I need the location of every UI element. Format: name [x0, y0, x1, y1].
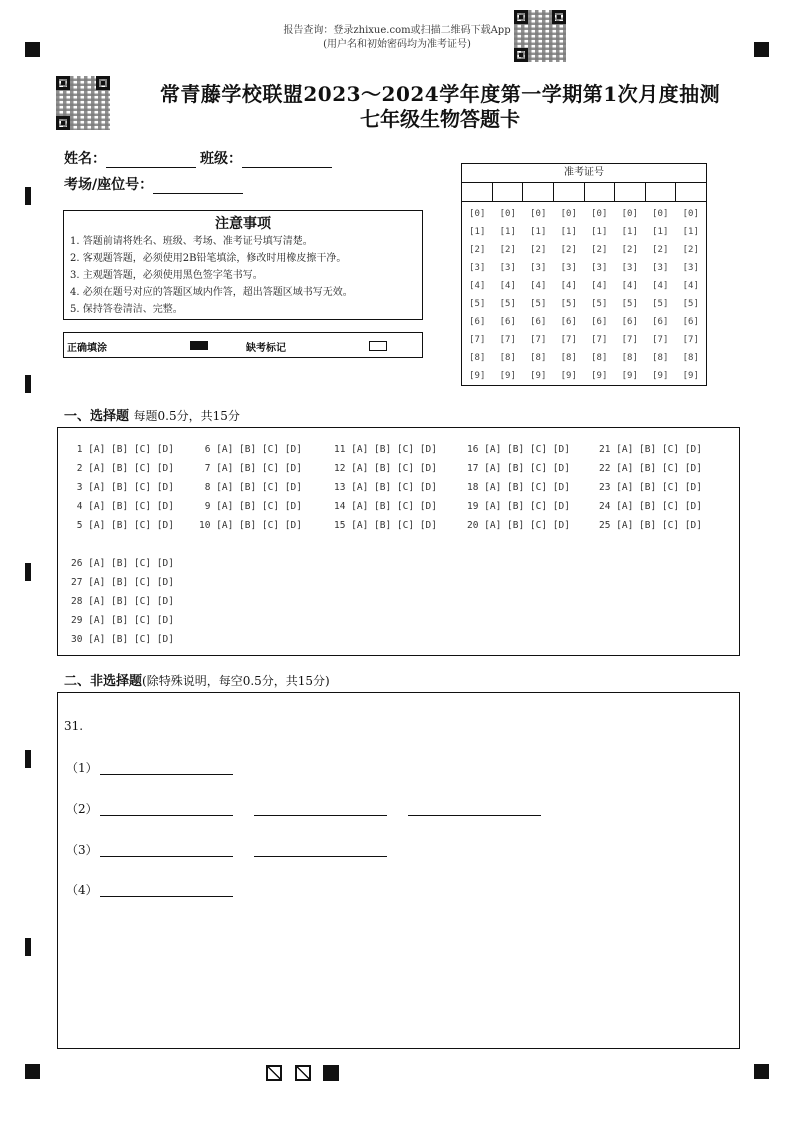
exam-id-write-cell[interactable]	[585, 183, 616, 201]
q31-part-1-label: （1）	[66, 761, 98, 775]
exam-id-bubble[interactable]: [9]	[652, 371, 669, 381]
choice-group	[599, 440, 702, 535]
exam-id-column	[523, 205, 554, 385]
section1-title: 一、选择题	[64, 409, 130, 424]
exam-id-bubble[interactable]: [6]	[591, 317, 608, 327]
choice-row[interactable]: 16 [A] [B] [C] [D]	[467, 444, 570, 455]
exam-id-bubble[interactable]: [6]	[560, 317, 577, 327]
exam-id-bubble[interactable]: [4]	[682, 281, 699, 291]
exam-id-bubble[interactable]: [9]	[682, 371, 699, 381]
exam-id-bubble-columns	[462, 202, 706, 385]
exam-id-bubble[interactable]: [7]	[591, 335, 608, 345]
exam-id-bubble[interactable]: [8]	[469, 353, 486, 363]
page-marker-slash-icon	[295, 1065, 311, 1081]
exam-id-bubble[interactable]: [8]	[591, 353, 608, 363]
page-marker-slash-icon	[266, 1065, 282, 1081]
exam-id-bubble[interactable]: [1]	[499, 227, 516, 237]
exam-id-bubble[interactable]: [9]	[560, 371, 577, 381]
exam-id-column	[584, 205, 615, 385]
class-label: 班级：	[200, 151, 242, 167]
q31-part-3-label: （3）	[66, 843, 98, 857]
exam-id-bubble[interactable]: [4]	[499, 281, 516, 291]
exam-id-bubble[interactable]: [8]	[530, 353, 547, 363]
exam-id-bubble[interactable]: [0]	[621, 209, 638, 219]
choice-row[interactable]: 14 [A] [B] [C] [D]	[334, 501, 437, 512]
corner-mark-bottom-right	[754, 1064, 769, 1079]
choice-row[interactable]: 17 [A] [B] [C] [D]	[467, 463, 570, 474]
section2-title: 二、非选择题	[64, 674, 143, 689]
exam-id-write-row	[462, 183, 706, 202]
exam-id-bubble[interactable]: [0]	[591, 209, 608, 219]
name-label: 姓名：	[64, 151, 106, 167]
choice-answer-area	[57, 427, 740, 656]
exam-id-bubble[interactable]: [7]	[652, 335, 669, 345]
absent-mark-checkbox[interactable]	[369, 341, 387, 351]
exam-id-bubble[interactable]: [4]	[469, 281, 486, 291]
choice-row[interactable]: 24 [A] [B] [C] [D]	[599, 501, 702, 512]
exam-id-bubble[interactable]: [3]	[530, 263, 547, 273]
choice-row[interactable]: 5 [A] [B] [C] [D]	[71, 520, 174, 531]
class-field[interactable]	[200, 148, 332, 168]
choice-row[interactable]: 3 [A] [B] [C] [D]	[71, 482, 174, 493]
notice-item: 4. 必须在题号对应的答题区域内作答，超出答题区域书写无效。	[70, 287, 353, 298]
choice-row[interactable]: 12 [A] [B] [C] [D]	[334, 463, 437, 474]
exam-id-column	[554, 205, 585, 385]
exam-id-bubble[interactable]: [3]	[621, 263, 638, 273]
exam-id-bubble[interactable]: [0]	[652, 209, 669, 219]
exam-id-write-cell[interactable]	[676, 183, 706, 201]
exam-id-label: 准考证号	[462, 164, 706, 183]
exam-id-bubble[interactable]: [1]	[530, 227, 547, 237]
q31-part-3-blank-a[interactable]	[100, 856, 233, 857]
choice-row[interactable]: 29 [A] [B] [C] [D]	[71, 615, 174, 626]
exam-id-bubble[interactable]: [2]	[591, 245, 608, 255]
choice-row[interactable]: 26 [A] [B] [C] [D]	[71, 558, 174, 569]
exam-id-bubble[interactable]: [0]	[499, 209, 516, 219]
exam-id-write-cell[interactable]	[523, 183, 554, 201]
exam-id-bubble[interactable]: [5]	[652, 299, 669, 309]
exam-id-bubble[interactable]: [2]	[530, 245, 547, 255]
exam-id-bubble[interactable]: [4]	[652, 281, 669, 291]
exam-id-bubble[interactable]: [3]	[591, 263, 608, 273]
exam-id-bubble[interactable]: [5]	[560, 299, 577, 309]
exam-id-write-cell[interactable]	[462, 183, 493, 201]
timing-mark	[25, 187, 31, 205]
exam-id-bubble[interactable]: [8]	[652, 353, 669, 363]
exam-id-bubble[interactable]: [5]	[499, 299, 516, 309]
exam-id-bubble[interactable]: [2]	[621, 245, 638, 255]
exam-id-write-cell[interactable]	[554, 183, 585, 201]
choice-row[interactable]: 27 [A] [B] [C] [D]	[71, 577, 174, 588]
exam-id-bubble[interactable]: [8]	[621, 353, 638, 363]
exam-id-bubble[interactable]: [7]	[530, 335, 547, 345]
notice-item: 3. 主观题答题，必须使用黑色签字笔书写。	[70, 270, 263, 281]
exam-id-bubble[interactable]: [2]	[560, 245, 577, 255]
exam-id-bubble[interactable]: [1]	[469, 227, 486, 237]
timing-mark	[25, 750, 31, 768]
exam-id-bubble[interactable]: [0]	[682, 209, 699, 219]
page-title: 常青藤学校联盟2023～2024学年度第一学期第1次月度抽测	[159, 82, 721, 106]
section1-note: 每题0.5分，共15分	[133, 409, 240, 423]
exam-id-bubble[interactable]: [4]	[591, 281, 608, 291]
exam-id-bubble[interactable]: [9]	[530, 371, 547, 381]
exam-id-bubble[interactable]: [6]	[621, 317, 638, 327]
name-field[interactable]	[64, 148, 196, 168]
exam-id-bubble[interactable]: [3]	[469, 263, 486, 273]
exam-id-bubble[interactable]: [3]	[682, 263, 699, 273]
choice-row[interactable]: 10 [A] [B] [C] [D]	[199, 520, 302, 531]
q31-part-2-blank-c[interactable]	[408, 815, 541, 816]
exam-id-bubble[interactable]: [1]	[560, 227, 577, 237]
choice-row[interactable]: 19 [A] [B] [C] [D]	[467, 501, 570, 512]
choice-row[interactable]: 25 [A] [B] [C] [D]	[599, 520, 702, 531]
qr-code-icon	[56, 76, 110, 130]
choice-row[interactable]: 30 [A] [B] [C] [D]	[71, 634, 174, 645]
corner-mark-bottom-left	[25, 1064, 40, 1079]
notice-item: 5. 保持答卷清洁、完整。	[70, 304, 183, 315]
exam-id-bubble[interactable]: [6]	[652, 317, 669, 327]
exam-id-bubble[interactable]: [1]	[621, 227, 638, 237]
page-marker-filled-icon	[323, 1065, 339, 1081]
choice-row[interactable]: 1 [A] [B] [C] [D]	[71, 444, 174, 455]
exam-id-bubble[interactable]: [7]	[499, 335, 516, 345]
choice-row[interactable]: 18 [A] [B] [C] [D]	[467, 482, 570, 493]
exam-id-bubble[interactable]: [9]	[499, 371, 516, 381]
exam-id-bubble[interactable]: [2]	[469, 245, 486, 255]
exam-id-bubble[interactable]: [5]	[591, 299, 608, 309]
q31-part-4-blank[interactable]	[100, 896, 233, 897]
exam-id-bubble[interactable]: [6]	[682, 317, 699, 327]
exam-id-bubble[interactable]: [6]	[499, 317, 516, 327]
exam-id-bubble[interactable]: [0]	[530, 209, 547, 219]
exam-id-grid	[461, 163, 707, 386]
exam-id-bubble[interactable]: [5]	[682, 299, 699, 309]
exam-id-bubble[interactable]: [7]	[560, 335, 577, 345]
exam-id-write-cell[interactable]	[646, 183, 677, 201]
correct-fill-sample	[190, 341, 208, 350]
exam-id-bubble[interactable]: [9]	[469, 371, 486, 381]
qr-code-icon	[514, 10, 566, 62]
timing-mark	[25, 375, 31, 393]
exam-id-bubble[interactable]: [5]	[621, 299, 638, 309]
notice-box	[63, 210, 423, 320]
room-seat-label: 考场/座位号：	[64, 177, 154, 193]
exam-id-column	[615, 205, 646, 385]
exam-id-bubble[interactable]: [5]	[530, 299, 547, 309]
choice-row[interactable]: 13 [A] [B] [C] [D]	[334, 482, 437, 493]
question-31-number: 31.	[64, 719, 84, 733]
exam-id-column	[676, 205, 707, 385]
exam-id-bubble[interactable]: [8]	[682, 353, 699, 363]
q31-part-4-label: （4）	[66, 883, 98, 897]
page-subtitle: 七年级生物答题卡	[360, 107, 520, 131]
exam-id-bubble[interactable]: [4]	[560, 281, 577, 291]
exam-id-column	[645, 205, 676, 385]
exam-id-bubble[interactable]: [2]	[652, 245, 669, 255]
written-answer-area	[57, 692, 740, 1049]
choice-row[interactable]: 20 [A] [B] [C] [D]	[467, 520, 570, 531]
exam-id-bubble[interactable]: [0]	[560, 209, 577, 219]
exam-id-write-cell[interactable]	[615, 183, 646, 201]
choice-row[interactable]: 6 [A] [B] [C] [D]	[199, 444, 302, 455]
exam-id-bubble[interactable]: [1]	[591, 227, 608, 237]
exam-id-bubble[interactable]: [2]	[682, 245, 699, 255]
exam-id-bubble[interactable]: [1]	[682, 227, 699, 237]
timing-mark	[25, 563, 31, 581]
choice-group	[199, 440, 302, 535]
section2-note: (除特殊说明，每空0.5分，共15分)	[142, 674, 330, 688]
choice-row[interactable]: 4 [A] [B] [C] [D]	[71, 501, 174, 512]
choice-row[interactable]: 8 [A] [B] [C] [D]	[199, 482, 302, 493]
choice-row[interactable]: 2 [A] [B] [C] [D]	[71, 463, 174, 474]
choice-row[interactable]: 23 [A] [B] [C] [D]	[599, 482, 702, 493]
exam-id-bubble[interactable]: [9]	[621, 371, 638, 381]
choice-row[interactable]: 28 [A] [B] [C] [D]	[71, 596, 174, 607]
notice-item: 1. 答题前请将姓名、班级、考场、准考证号填写清楚。	[70, 236, 313, 247]
choice-group	[71, 440, 174, 535]
exam-id-bubble[interactable]: [8]	[499, 353, 516, 363]
exam-id-column	[493, 205, 524, 385]
room-seat-field[interactable]	[64, 174, 243, 194]
q31-part-2-blank-b[interactable]	[254, 815, 387, 816]
exam-id-bubble[interactable]: [3]	[499, 263, 516, 273]
absent-mark-label: 缺考标记	[246, 343, 286, 354]
exam-id-bubble[interactable]: [2]	[499, 245, 516, 255]
exam-id-bubble[interactable]: [5]	[469, 299, 486, 309]
exam-id-bubble[interactable]: [1]	[652, 227, 669, 237]
q31-part-3-blank-b[interactable]	[254, 856, 387, 857]
q31-part-2-label: （2）	[66, 802, 98, 816]
top-notice-line-2: (用户名和初始密码均为准考证号)	[323, 39, 471, 50]
choice-row[interactable]: 22 [A] [B] [C] [D]	[599, 463, 702, 474]
exam-id-write-cell[interactable]	[493, 183, 524, 201]
notice-title: 注意事项	[215, 216, 271, 232]
choice-row[interactable]: 9 [A] [B] [C] [D]	[199, 501, 302, 512]
exam-id-bubble[interactable]: [3]	[652, 263, 669, 273]
choice-group	[334, 440, 437, 535]
timing-mark	[25, 938, 31, 956]
exam-id-bubble[interactable]: [4]	[621, 281, 638, 291]
section2-heading	[64, 670, 330, 689]
q31-part-2-blank-a[interactable]	[100, 815, 233, 816]
exam-id-bubble[interactable]: [3]	[560, 263, 577, 273]
choice-group	[467, 440, 570, 535]
exam-id-bubble[interactable]: [4]	[530, 281, 547, 291]
choice-row[interactable]: 11 [A] [B] [C] [D]	[334, 444, 437, 455]
exam-id-column	[462, 205, 493, 385]
room-seat-blank[interactable]	[153, 179, 243, 194]
exam-id-bubble[interactable]: [8]	[560, 353, 577, 363]
exam-id-bubble[interactable]: [9]	[591, 371, 608, 381]
choice-group	[71, 554, 174, 649]
q31-part-1-blank[interactable]	[100, 774, 233, 775]
choice-row[interactable]: 21 [A] [B] [C] [D]	[599, 444, 702, 455]
class-blank[interactable]	[242, 153, 332, 168]
exam-id-bubble[interactable]: [0]	[469, 209, 486, 219]
notice-item: 2. 客观题答题，必须使用2B铅笔填涂，修改时用橡皮擦干净。	[70, 253, 347, 264]
top-notice-line-1: 报告查询：登录zhixue.com或扫描二维码下载App	[283, 25, 511, 36]
exam-id-bubble[interactable]: [6]	[530, 317, 547, 327]
exam-id-bubble[interactable]: [7]	[469, 335, 486, 345]
section1-heading	[64, 405, 240, 424]
choice-row[interactable]: 7 [A] [B] [C] [D]	[199, 463, 302, 474]
exam-id-bubble[interactable]: [7]	[621, 335, 638, 345]
name-blank[interactable]	[106, 153, 196, 168]
exam-id-bubble[interactable]: [7]	[682, 335, 699, 345]
fill-example-box	[63, 332, 423, 358]
choice-row[interactable]: 15 [A] [B] [C] [D]	[334, 520, 437, 531]
exam-id-bubble[interactable]: [6]	[469, 317, 486, 327]
correct-fill-label: 正确填涂	[67, 343, 107, 354]
